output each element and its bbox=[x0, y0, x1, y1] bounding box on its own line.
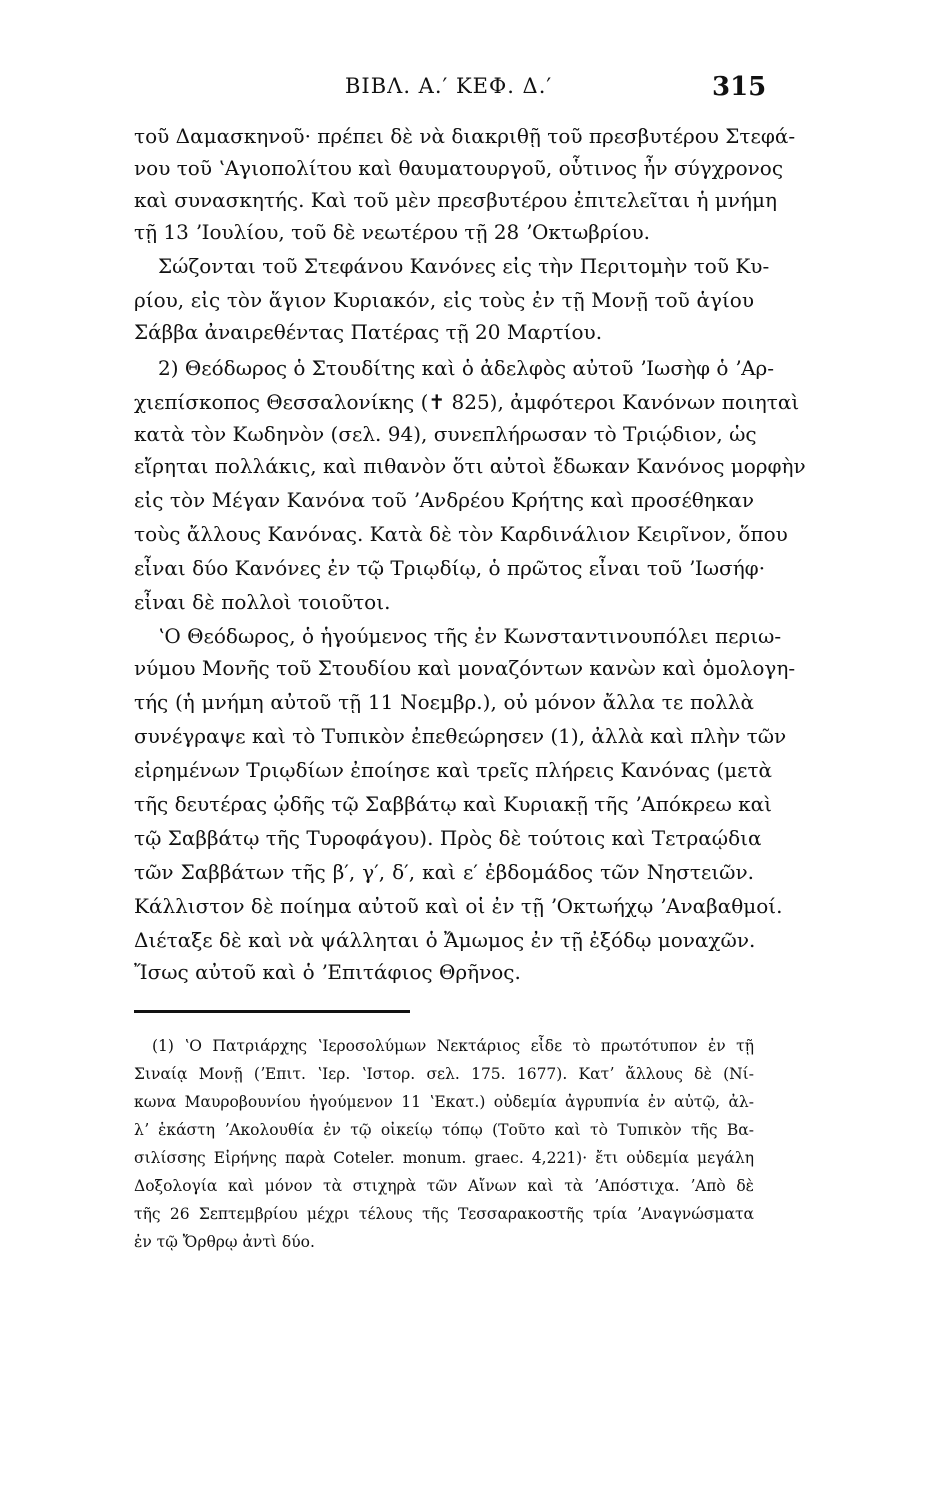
body-line: τῆς δευτέρας ᾠδῆς τῷ Σαββάτῳ καὶ Κυριακῇ τῆς ʼΑπόκρεω καὶ bbox=[134, 792, 773, 816]
footnote-line: κωνα Μαυροβουνίου ἡγούμενον 11 ʽΕκατ.) οὐδεμία ἀγρυπνία ἐν αὐτῷ, ἀλ- bbox=[134, 1093, 754, 1111]
body-line: εἶναι δύο Κανόνες ἐν τῷ Τριῳδίῳ, ὁ πρῶτος εἶναι τοῦ ʼΙωσήφ· bbox=[134, 556, 766, 580]
body-line: συνέγραψε καὶ τὸ Τυπικὸν ἐπεθεώρησεν (1), ἀλλὰ καὶ πλὴν τῶν bbox=[134, 724, 787, 748]
body-line: καὶ συνασκητής. Καὶ τοῦ μὲν πρεσβυτέρου ἐπιτελεῖται ἡ μνήμη bbox=[134, 188, 777, 212]
running-header: ΒΙΒΛ. Α.′ ΚΕΦ. Δ.′ bbox=[345, 74, 553, 98]
body-line: ρίου, εἰς τὸν ἅγιον Κυριακόν, εἰς τοὺς ἐν τῇ Μονῇ τοῦ ἁγίου bbox=[134, 288, 754, 312]
footnote-line: ἐν τῷ Ὄρθρῳ ἀντὶ δύο. bbox=[134, 1233, 315, 1251]
footnote-line: τῆς 26 Σεπτεμβρίου μέχρι τέλους τῆς Τεσσαρακοστῆς τρία ʼΑναγνώσματα bbox=[134, 1205, 754, 1223]
body-line: τῇ 13 ʼΙουλίου, τοῦ δὲ νεωτέρου τῇ 28 ʼΟκτωβρίου. bbox=[134, 220, 650, 244]
body-line: εἰς τὸν Μέγαν Κανόνα τοῦ ʼΑνδρέου Κρήτης καὶ προσέθηκαν bbox=[134, 488, 754, 512]
body-line: νου τοῦ ʽΑγιοπολίτου καὶ θαυματουργοῦ, οὗτινος ἦν σύγχρονος bbox=[134, 156, 784, 180]
body-line: χιεπίσκοπος Θεσσαλονίκης (✝ 825), ἀμφότεροι Κανόνων ποιηταὶ bbox=[134, 390, 800, 414]
body-line: Σώζονται τοῦ Στεφάνου Κανόνες εἰς τὴν Περιτομὴν τοῦ Κυ- bbox=[158, 254, 770, 278]
body-line: τοὺς ἄλλους Κανόνας. Κατὰ δὲ τὸν Καρδινάλιον Κειρῖνον, ὅπου bbox=[134, 522, 788, 546]
body-line: νύμου Μονῆς τοῦ Στουδίου καὶ μοναζόντων κανὼν καὶ ὁμολογη- bbox=[134, 656, 796, 680]
body-line: Κάλλιστον δὲ ποίημα αὐτοῦ καὶ οἱ ἐν τῇ ʼΟκτωήχῳ ʼΑναβαθμοί. bbox=[134, 894, 783, 918]
body-line: εἶναι δὲ πολλοὶ τοιοῦτοι. bbox=[134, 590, 391, 614]
body-line: Σάββα ἀναιρεθέντας Πατέρας τῇ 20 Μαρτίου. bbox=[134, 320, 603, 344]
body-line: τής (ἡ μνήμη αὐτοῦ τῇ 11 Νοεμβρ.), οὐ μόνον ἄλλα τε πολλὰ bbox=[134, 690, 754, 714]
footnote-line: Σιναίᾳ Μονῇ (ʼΕπιτ. ʽΙερ. ʽΙστορ. σελ. 175. 1677). Κατʼ ἄλλους δὲ (Νί- bbox=[134, 1065, 754, 1083]
body-line: 2) Θεόδωρος ὁ Στουδίτης καὶ ὁ ἀδελφὸς αὐτοῦ ʼΙωσὴφ ὁ ʼΑρ- bbox=[158, 356, 775, 380]
body-line: τοῦ Δαμασκηνοῦ· πρέπει δὲ νὰ διακριθῇ τοῦ πρεσβυτέρου Στεφά- bbox=[134, 124, 796, 148]
page-number: 315 bbox=[712, 72, 767, 102]
body-line: τῶν Σαββάτων τῆς β′, γ′, δ′, καὶ ε′ ἑβδομάδος τῶν Νηστειῶν. bbox=[134, 860, 754, 884]
body-line: ʽΟ Θεόδωρος, ὁ ἡγούμενος τῆς ἐν Κωνσταντινουπόλει περιω- bbox=[158, 624, 782, 648]
footnote-line: σιλίσσης Εἰρήνης παρὰ Coteler. monum. graec. 4,221)· ἔτι οὐδεμία μεγάλη bbox=[134, 1149, 754, 1167]
body-line: εἴρηται πολλάκις, καὶ πιθανὸν ὅτι αὐτοὶ ἔδωκαν Κανόνος μορφὴν bbox=[134, 454, 806, 478]
footnote-line: Δοξολογία καὶ μόνον τὰ στιχηρὰ τῶν Αἴνων καὶ τὰ ʼΑπόστιχα. ʼΑπὸ δὲ bbox=[134, 1177, 754, 1195]
body-line: κατὰ τὸν Κωδηνὸν (σελ. 94), συνεπλήρωσαν τὸ Τριῴδιον, ὡς bbox=[134, 422, 757, 446]
body-line: εἰρημένων Τριῳδίων ἐποίησε καὶ τρεῖς πλήρεις Κανόνας (μετὰ bbox=[134, 758, 773, 782]
body-line: Ἴσως αὐτοῦ καὶ ὁ ʼΕπιτάφιος Θρῆνος. bbox=[134, 960, 521, 984]
footnote-divider bbox=[134, 1010, 410, 1013]
body-line: Διέταξε δὲ καὶ νὰ ψάλληται ὁ Ἄμωμος ἐν τῇ ἐξόδῳ μοναχῶν. bbox=[134, 928, 756, 952]
footnote-line: (1) ʽΟ Πατριάρχης ʽΙεροσολύμων Νεκτάριος εἶδε τὸ πρωτότυπον ἐν τῇ bbox=[152, 1037, 754, 1055]
footnote-line: λʼ ἑκάστη ʼΑκολουθία ἐν τῷ οἰκείῳ τόπῳ (Τοῦτο καὶ τὸ Τυπικὸν τῆς Βα- bbox=[134, 1121, 754, 1139]
body-line: τῷ Σαββάτῳ τῆς Τυροφάγου). Πρὸς δὲ τούτοις καὶ Τετραῴδια bbox=[134, 826, 762, 850]
